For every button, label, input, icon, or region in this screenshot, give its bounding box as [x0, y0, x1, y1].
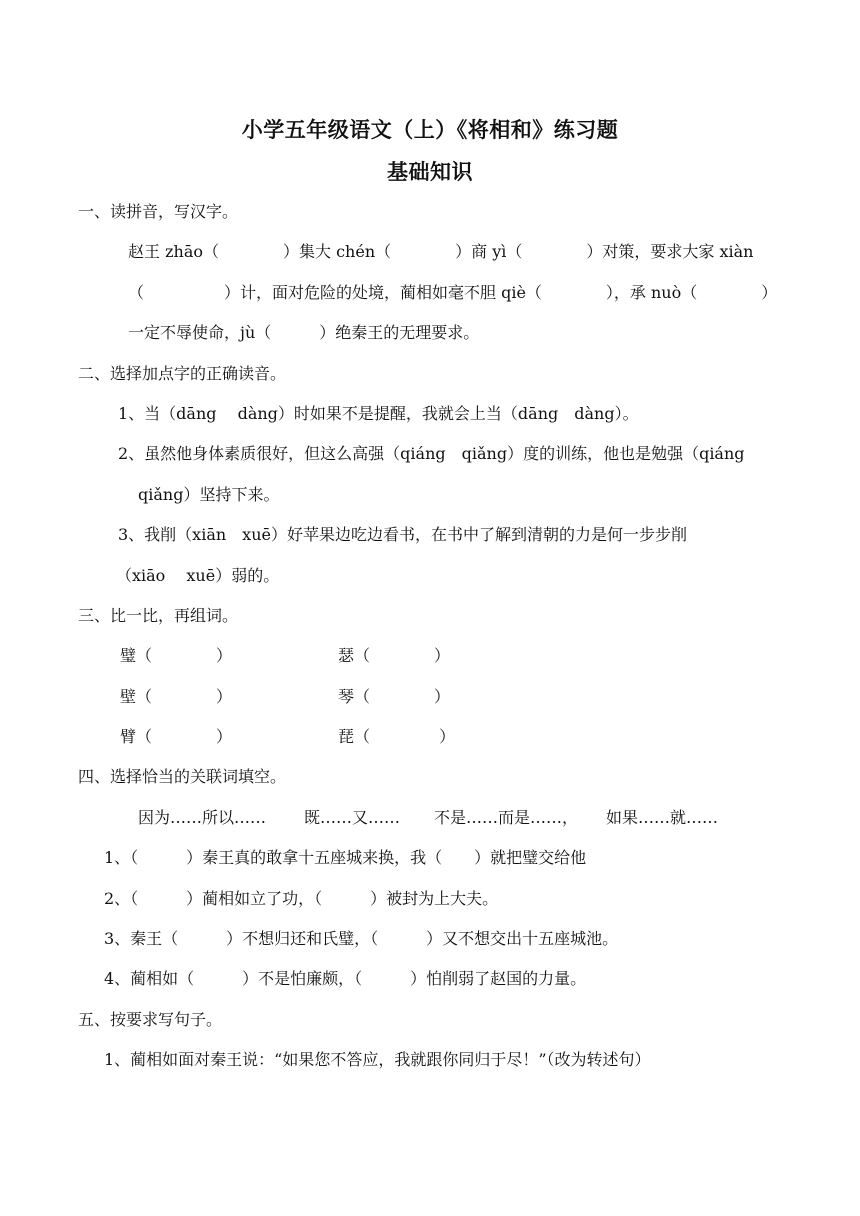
compare-right-1: 瑟（ ）	[338, 646, 451, 665]
worksheet-title: 小学五年级语文（上）《将相和》练习题	[241, 118, 619, 142]
conjunction-option-3: 不是……而是……，	[434, 808, 579, 827]
section-4-question-2: 2、（ ）蔺相如立了功，（ ）被封为上大夫。	[104, 889, 499, 908]
section-4-question-4: 4、蔺相如（ ）不是怕廉颇，（ ）怕削弱了赵国的力量。	[104, 969, 587, 988]
section-2-question-3: 3、我削（xiān xuē）好苹果边吃边看书，在书中了解到清朝的力是何一步步削	[118, 525, 687, 544]
worksheet-subtitle: 基础知识	[387, 160, 473, 184]
section-5-question-1: 1、蔺相如面对秦王说：“如果您不答应，我就跟你同归于尽！”（改为转述句）	[104, 1050, 651, 1069]
section-4-question-3: 3、秦王（ ）不想归还和氏璧，（ ）又不想交出十五座城池。	[104, 929, 619, 948]
section-1-heading: 一、读拼音，写汉字。	[78, 202, 239, 221]
section-4-question-1: 1、（ ）秦王真的敢拿十五座城来换，我（ ）就把璧交给他	[104, 848, 587, 867]
section-4-heading: 四、选择恰当的关联词填空。	[78, 767, 287, 786]
section-1-line-2: （ ）计，面对危险的处境，蔺相如毫不胆 qiè（ ），承 nuò（ ）	[128, 283, 778, 302]
compare-left-3: 臂（ ）	[120, 727, 233, 746]
section-1-line-3: 一定不辱使命，jù（ ）绝秦王的无理要求。	[128, 323, 480, 342]
conjunction-option-4: 如果……就……	[606, 808, 719, 827]
compare-left-2: 壁（ ）	[120, 687, 233, 706]
section-2-question-3-cont: （xiāo xuē）弱的。	[116, 566, 280, 585]
compare-left-1: 璧（ ）	[120, 646, 233, 665]
conjunction-option-1: 因为……所以……	[138, 808, 267, 827]
section-2-question-1: 1、当（dāng dàng）时如果不是提醒，我就会上当（dāng dàng）。	[118, 404, 639, 423]
compare-right-3: 琵（ ）	[338, 727, 456, 746]
section-5-heading: 五、按要求写句子。	[78, 1010, 223, 1029]
section-2-question-2: 2、虽然他身体素质很好，但这么高强（qiáng qiǎng）度的训练，他也是勉强（qiáng	[118, 444, 745, 463]
section-2-heading: 二、选择加点字的正确读音。	[78, 364, 287, 383]
section-2-question-2-cont: qiǎng）坚持下来。	[138, 485, 280, 504]
conjunction-option-2: 既……又……	[304, 808, 401, 827]
compare-right-2: 琴（ ）	[338, 687, 451, 706]
section-1-line-1: 赵王 zhāo（ ）集大 chén（ ）商 yì（ ）对策，要求大家 xiàn	[128, 242, 754, 261]
section-3-heading: 三、比一比，再组词。	[78, 606, 239, 625]
